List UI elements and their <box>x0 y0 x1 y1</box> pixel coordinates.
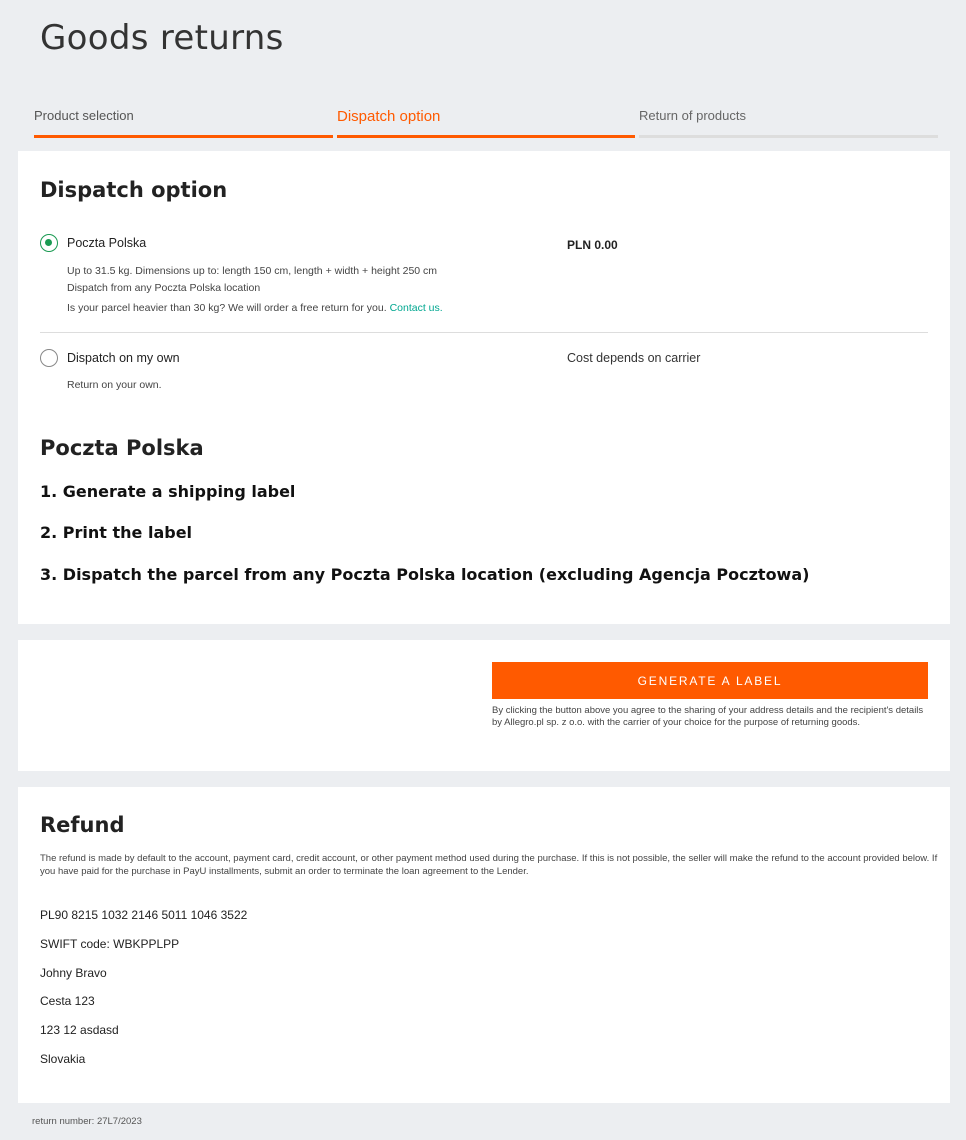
instruction-step: 3. Dispatch the parcel from any Poczta Polska location (excluding Agencja Pocztowa) <box>40 565 810 584</box>
label-card <box>18 640 950 771</box>
step-label: Dispatch option <box>337 108 441 125</box>
refund-account-number: PL90 8215 1032 2146 5011 1046 3522 <box>40 908 248 922</box>
consent-text: By clicking the button above you agree to the sharing of your address details and the recipient's details by Allegro.pl sp. z o.o. with the carrier of your choice for the purpose of returning goods. <box>492 705 924 728</box>
contact-us-link[interactable]: Contact us. <box>389 302 443 314</box>
refund-country: Slovakia <box>40 1052 86 1066</box>
dispatch-card <box>18 151 950 624</box>
step-progress-bar <box>337 135 635 138</box>
refund-heading: Refund <box>40 813 125 837</box>
instruction-step: 2. Print the label <box>40 523 193 542</box>
instruction-step: 1. Generate a shipping label <box>40 482 296 501</box>
refund-name: Johny Bravo <box>40 966 107 980</box>
step-progress-bar <box>34 135 333 138</box>
instructions-heading: Poczta Polska <box>40 436 204 460</box>
radio-selected-icon[interactable] <box>40 234 58 252</box>
refund-description: The refund is made by default to the account, payment card, credit account, or other payment method used during the purchase. If this is not possible, the seller will make the refund to the account provided below. If you have paid for the purchase in PayU installments, submit an order to terminate the loan agreement to the Lender. <box>40 853 938 877</box>
step-return-of-products[interactable] <box>639 104 938 138</box>
option-price: Cost depends on carrier <box>567 351 701 365</box>
radio-unselected-icon[interactable] <box>40 349 58 367</box>
step-label: Product selection <box>34 108 134 123</box>
refund-card <box>18 787 950 1103</box>
heavy-parcel-text: Is your parcel heavier than 30 kg? We will order a free return for you. <box>67 302 387 314</box>
divider <box>40 332 928 333</box>
page-title: Goods returns <box>40 18 284 58</box>
generate-label-button[interactable]: GENERATE A LABEL <box>492 662 928 699</box>
option-title[interactable]: Poczta Polska <box>67 236 147 250</box>
option-detail <box>67 302 443 314</box>
return-number: return number: 27L7/2023 <box>32 1116 142 1127</box>
refund-swift: SWIFT code: WBKPPLPP <box>40 937 180 951</box>
refund-street: Cesta 123 <box>40 994 95 1008</box>
step-label: Return of products <box>639 108 746 123</box>
option-detail: Up to 31.5 kg. Dimensions up to: length 150 cm, length + width + height 250 cm <box>67 265 438 277</box>
option-title[interactable]: Dispatch on my own <box>67 351 180 365</box>
step-dispatch-option[interactable] <box>337 104 635 138</box>
step-product-selection[interactable] <box>34 104 333 138</box>
dispatch-heading: Dispatch option <box>40 178 228 202</box>
option-detail: Dispatch from any Poczta Polska location <box>67 282 261 294</box>
option-price: PLN 0.00 <box>567 238 618 252</box>
progress-steps <box>34 104 938 140</box>
option-detail: Return on your own. <box>67 379 162 391</box>
refund-city: 123 12 asdasd <box>40 1023 119 1037</box>
step-progress-bar <box>639 135 938 138</box>
